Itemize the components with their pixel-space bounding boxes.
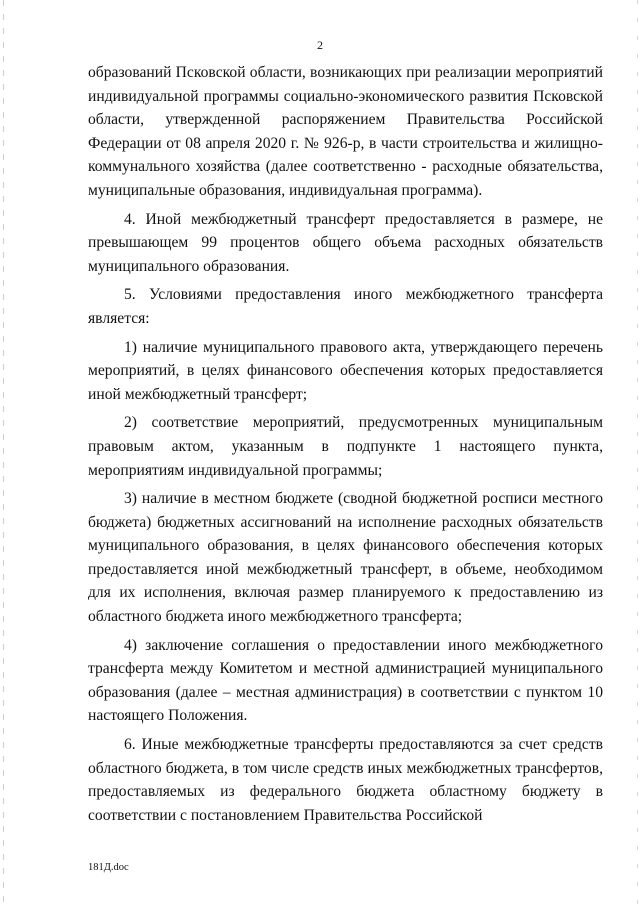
- paragraph-subitem-2: 2) соответствие мероприятий, предусмотренных муниципальным правовым актом, указанным в подпункте 1 настоящего пункта, мероприятиям индивидуальной программы;: [88, 414, 603, 479]
- document-body: [88, 61, 603, 832]
- paragraph-subitem-3: 3) наличие в местном бюджете (сводной бюджетной росписи местного бюджета) бюджетных ассигнований на исполнение расходных обязательств муниципального образования, в целях финансового обеспечения которых предоставляется иной межбюджетный трансферт, в объеме, необходимом для их исполнения, включая размер планируемого к предоставлению из областного бюджета иного межбюджетного трансферта;: [88, 490, 603, 626]
- paragraph-item-5: 5. Условиями предоставления иного межбюджетного трансферта является:: [88, 286, 603, 327]
- footer-filename: 181Д.doc: [88, 862, 129, 873]
- scan-edge-left: [3, 0, 4, 905]
- paragraph-subitem-4: 4) заключение соглашения о предоставлении иного межбюджетного трансферта между Комитетом и местной администрацией муниципального образования (далее – местная администрация) в соответствии с пунктом 10 настоящего Положения.: [88, 636, 603, 725]
- scan-edge-right: [637, 0, 638, 905]
- page-number: 2: [317, 38, 323, 52]
- paragraph-item-6: 6. Иные межбюджетные трансферты предоставляются за счет средств областного бюджета, в том числе средств иных межбюджетных трансфертов, предоставляемых из федерального бюджета областному бюджету в соответствии с постановлением Правительства Российской: [88, 736, 603, 824]
- paragraph-subitem-1: 1) наличие муниципального правового акта, утверждающего перечень мероприятий, в целях финансового обеспечения которых предоставляется иной межбюджетный трансферт;: [88, 338, 603, 403]
- paragraph-continuation: образований Псковской области, возникающих при реализации мероприятий индивидуальной программы социально-экономического развития Псковской области, утвержденной распоряжением Правительства Российской Федерации от 08 апреля 2020 г. № 926-р, в части строительства и жилищно-коммунального хозяйства (далее соответственно - расходные обязательства, муниципальные образования, индивидуальная программа).: [88, 64, 603, 199]
- paragraph-item-4: 4. Иной межбюджетный трансферт предоставляется в размере, не превышающем 99 процентов общего объема расходных обязательств муниципального образования.: [88, 210, 603, 275]
